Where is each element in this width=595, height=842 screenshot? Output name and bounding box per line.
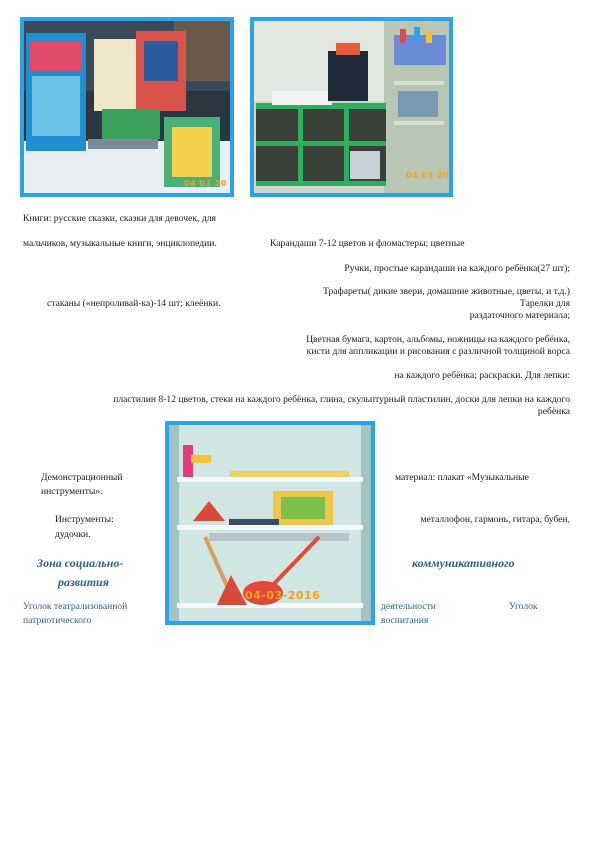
instr-cont: дудочки. — [55, 529, 91, 540]
stencils-line: Трафареты( дикие звери, домашние животные, цветы, и т.д.) — [322, 286, 570, 297]
zone-title-left-2: развития — [58, 575, 109, 589]
demo-cont: инструменты». — [41, 486, 103, 497]
books-photo-image — [24, 21, 230, 193]
demo-left: Демонстрационный — [41, 472, 123, 483]
zone-title-left-1: Зона социально- — [37, 556, 124, 570]
plates-line-1: Тарелки для — [520, 298, 570, 309]
instr-right: металлофон, гармонь, гитара, бубен, — [420, 514, 570, 525]
corner-right-1: деятельности — [381, 601, 436, 612]
shelves-photo-date: 04 03 20 — [406, 171, 449, 180]
zone-title-right: коммуникативного — [412, 556, 515, 570]
music-photo-date: 04-03-2016 — [245, 589, 321, 602]
cups-line: стаканы («непроливай-ка)-14 шт; клеёнки. — [47, 298, 221, 309]
music-photo — [165, 421, 375, 625]
pencils-line-2: Ручки, простые карандаши на каждого ребёнка(27 шт); — [344, 263, 570, 274]
books-photo — [20, 17, 234, 197]
paper-line-2: кисти для аппликации и рисования с различной толщиной ворса — [306, 346, 570, 357]
corner-left-2: патриотического — [23, 615, 92, 626]
plasticine-line-1: пластилин 8-12 цветов, стеки на каждого ребёнка, глина, скульптурный пластилин, доски для лепки на каждого — [113, 394, 570, 405]
plates-line-2: раздаточного материала; — [469, 310, 570, 321]
pencils-line-1: Карандаши 7-12 цветов и фломастеры; цветные — [270, 238, 465, 249]
books-photo-date: 04 03 20 — [184, 179, 227, 188]
demo-right: материал: плакат «Музыкальные — [395, 472, 529, 483]
corner-right-2: Уголок — [509, 601, 538, 612]
corner-right-3: воспитания — [381, 615, 429, 626]
corner-left-1: Уголок театрализованной — [23, 601, 128, 612]
instr-left: Инструменты: — [55, 514, 114, 525]
plasticine-line-2: ребёнка — [537, 406, 570, 417]
books-line-2: мальчиков, музыкальные книги, энциклопедии. — [23, 238, 217, 249]
paper-line-3: на каждого ребёнка; раскраски. Для лепки: — [394, 370, 570, 381]
paper-line-1: Цветная бумага, картон, альбомы, ножницы на каждого ребёнка, — [306, 334, 570, 345]
shelves-photo-image — [254, 21, 449, 193]
shelves-photo — [250, 17, 453, 197]
books-line-1: Книги: русские сказки, сказки для девочек, для — [23, 213, 216, 224]
